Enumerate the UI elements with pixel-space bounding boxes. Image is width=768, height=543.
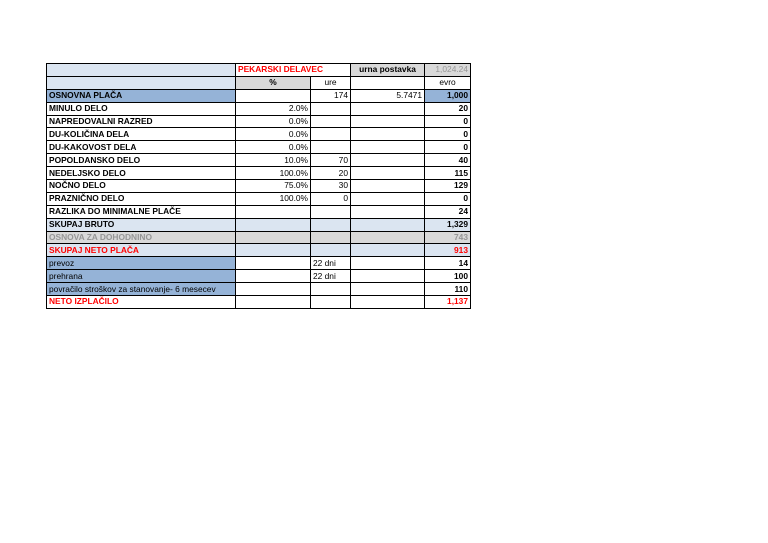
row-label[interactable]: NETO IZPLAČILO <box>47 296 236 309</box>
row-label[interactable]: NAPREDOVALNI RAZRED <box>47 115 236 128</box>
hours-cell[interactable] <box>311 218 351 231</box>
rate-cell[interactable] <box>351 115 425 128</box>
hours-cell[interactable] <box>311 128 351 141</box>
header-empty-cell[interactable] <box>47 76 236 89</box>
rate-cell[interactable] <box>351 128 425 141</box>
amount-cell[interactable]: 14 <box>425 257 471 270</box>
row-label[interactable]: POPOLDANSKO DELO <box>47 154 236 167</box>
rate-cell[interactable] <box>351 205 425 218</box>
row-label[interactable]: SKUPAJ NETO PLAČA <box>47 244 236 257</box>
rate-cell[interactable]: 5.7471 <box>351 89 425 102</box>
column-header-hours[interactable]: ure <box>311 76 351 89</box>
hours-cell[interactable] <box>311 115 351 128</box>
row-label[interactable]: PRAZNIČNO DELO <box>47 192 236 205</box>
column-header-percent[interactable]: % <box>236 76 311 89</box>
amount-cell[interactable]: 20 <box>425 102 471 115</box>
hours-cell[interactable]: 0 <box>311 192 351 205</box>
amount-cell[interactable]: 0 <box>425 115 471 128</box>
percent-cell[interactable]: 75.0% <box>236 180 311 193</box>
percent-cell[interactable]: 100.0% <box>236 167 311 180</box>
table-row <box>47 205 471 218</box>
table-row <box>47 167 471 180</box>
table-row <box>47 115 471 128</box>
percent-cell[interactable]: 2.0% <box>236 102 311 115</box>
hourly-rate-label[interactable]: urna postavka <box>351 64 425 77</box>
amount-cell[interactable]: 743 <box>425 231 471 244</box>
header-empty-cell[interactable] <box>351 76 425 89</box>
rate-cell[interactable] <box>351 283 425 296</box>
percent-cell[interactable]: 10.0% <box>236 154 311 167</box>
hours-cell[interactable]: 20 <box>311 167 351 180</box>
rate-cell[interactable] <box>351 270 425 283</box>
hourly-rate-value[interactable]: 1,024.24 <box>425 64 471 77</box>
percent-cell[interactable] <box>236 231 311 244</box>
sheet-title[interactable]: PEKARSKI DELAVEC <box>236 64 351 77</box>
rate-cell[interactable] <box>351 154 425 167</box>
row-label[interactable]: DU-KAKOVOST DELA <box>47 141 236 154</box>
hours-cell[interactable]: 22 dni <box>311 257 351 270</box>
amount-cell[interactable]: 913 <box>425 244 471 257</box>
header-row-1 <box>47 64 471 77</box>
hours-cell[interactable] <box>311 205 351 218</box>
table-row <box>47 180 471 193</box>
header-empty-cell[interactable] <box>47 64 236 77</box>
row-label[interactable]: MINULO DELO <box>47 102 236 115</box>
row-label[interactable]: OSNOVNA PLAČA <box>47 89 236 102</box>
amount-cell[interactable]: 40 <box>425 154 471 167</box>
percent-cell[interactable] <box>236 218 311 231</box>
table-row <box>47 128 471 141</box>
table-row <box>47 244 471 257</box>
row-label[interactable]: prevoz <box>47 257 236 270</box>
table-row <box>47 283 471 296</box>
percent-cell[interactable] <box>236 257 311 270</box>
table-row <box>47 296 471 309</box>
row-label[interactable]: OSNOVA ZA DOHODNINO <box>47 231 236 244</box>
hours-cell[interactable] <box>311 283 351 296</box>
hours-cell[interactable] <box>311 231 351 244</box>
percent-cell[interactable] <box>236 89 311 102</box>
table-row <box>47 102 471 115</box>
hours-cell[interactable] <box>311 141 351 154</box>
rate-cell[interactable] <box>351 192 425 205</box>
amount-cell[interactable]: 0 <box>425 128 471 141</box>
amount-cell[interactable]: 115 <box>425 167 471 180</box>
hours-cell[interactable]: 30 <box>311 180 351 193</box>
table-row <box>47 141 471 154</box>
row-label[interactable]: RAZLIKA DO MINIMALNE PLAČE <box>47 205 236 218</box>
salary-table <box>46 63 471 309</box>
hours-cell[interactable]: 70 <box>311 154 351 167</box>
row-label[interactable]: SKUPAJ BRUTO <box>47 218 236 231</box>
hours-cell[interactable] <box>311 102 351 115</box>
table-row <box>47 154 471 167</box>
table-row <box>47 192 471 205</box>
percent-cell[interactable]: 100.0% <box>236 192 311 205</box>
rate-cell[interactable] <box>351 231 425 244</box>
amount-cell[interactable]: 1,137 <box>425 296 471 309</box>
header-row-2 <box>47 76 471 89</box>
hours-cell[interactable]: 22 dni <box>311 270 351 283</box>
amount-cell[interactable]: 110 <box>425 283 471 296</box>
amount-cell[interactable]: 1,000 <box>425 89 471 102</box>
hours-cell[interactable] <box>311 296 351 309</box>
amount-cell[interactable]: 24 <box>425 205 471 218</box>
table-row <box>47 218 471 231</box>
amount-cell[interactable]: 100 <box>425 270 471 283</box>
amount-cell[interactable]: 0 <box>425 141 471 154</box>
table-row <box>47 257 471 270</box>
amount-cell[interactable]: 129 <box>425 180 471 193</box>
rate-cell[interactable] <box>351 180 425 193</box>
percent-cell[interactable] <box>236 283 311 296</box>
hours-cell[interactable]: 174 <box>311 89 351 102</box>
percent-cell[interactable]: 0.0% <box>236 128 311 141</box>
amount-cell[interactable]: 1,329 <box>425 218 471 231</box>
rate-cell[interactable] <box>351 167 425 180</box>
rate-cell[interactable] <box>351 244 425 257</box>
rate-cell[interactable] <box>351 218 425 231</box>
percent-cell[interactable] <box>236 270 311 283</box>
rate-cell[interactable] <box>351 296 425 309</box>
percent-cell[interactable] <box>236 296 311 309</box>
row-label[interactable]: povračilo stroškov za stanovanje- 6 mesecev <box>47 283 236 296</box>
table-row <box>47 270 471 283</box>
row-label[interactable]: NOČNO DELO <box>47 180 236 193</box>
hours-cell[interactable] <box>311 244 351 257</box>
table-row <box>47 89 471 102</box>
row-label[interactable]: NEDELJSKO DELO <box>47 167 236 180</box>
rate-cell[interactable] <box>351 102 425 115</box>
percent-cell[interactable] <box>236 244 311 257</box>
percent-cell[interactable]: 0.0% <box>236 115 311 128</box>
rate-cell[interactable] <box>351 257 425 270</box>
table-row <box>47 231 471 244</box>
percent-cell[interactable]: 0.0% <box>236 141 311 154</box>
row-label[interactable]: prehrana <box>47 270 236 283</box>
column-header-euro[interactable]: evro <box>425 76 471 89</box>
percent-cell[interactable] <box>236 205 311 218</box>
amount-cell[interactable]: 0 <box>425 192 471 205</box>
rate-cell[interactable] <box>351 141 425 154</box>
row-label[interactable]: DU-KOLIČINA DELA <box>47 128 236 141</box>
